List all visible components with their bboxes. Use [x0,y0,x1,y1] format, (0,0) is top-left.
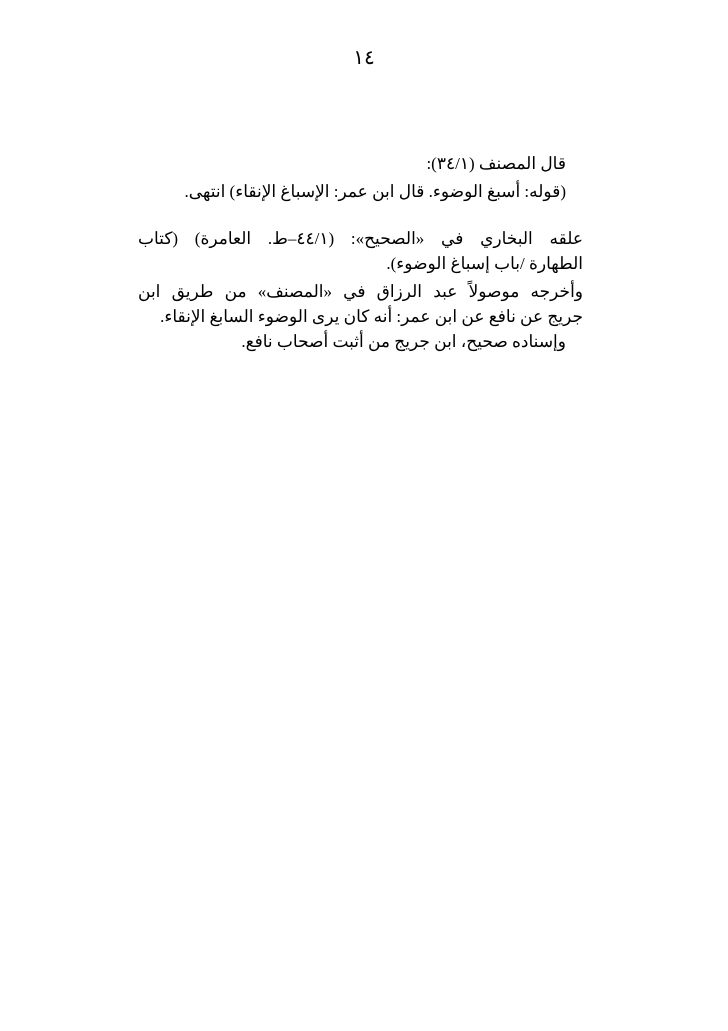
quoted-text: (قوله: أسبغ الوضوء. قال ابن عمر: الإسباغ الإنقاء) انتهى. [184,182,566,201]
paragraph-line: علقه البخاري في «الصحيح»: (٤٤/١–ط. العامرة) (كتاب [138,229,583,248]
paragraph-line: وإسناده صحيح، ابن جريج من أثبت أصحاب نافع. [241,332,566,351]
paragraph-line: وأخرجه موصولاً عبد الرزاق في «المصنف» من طريق ابن [138,282,583,301]
page-number: ١٤ [353,47,375,69]
paragraph-line: جريج عن نافع عن ابن عمر: أنه كان يرى الوضوء السابغ الإنقاء. [160,307,583,326]
section-heading: قال المصنف (٣٤/١): [426,154,566,173]
paragraph-line: الطهارة /باب إسباغ الوضوء). [386,254,583,273]
